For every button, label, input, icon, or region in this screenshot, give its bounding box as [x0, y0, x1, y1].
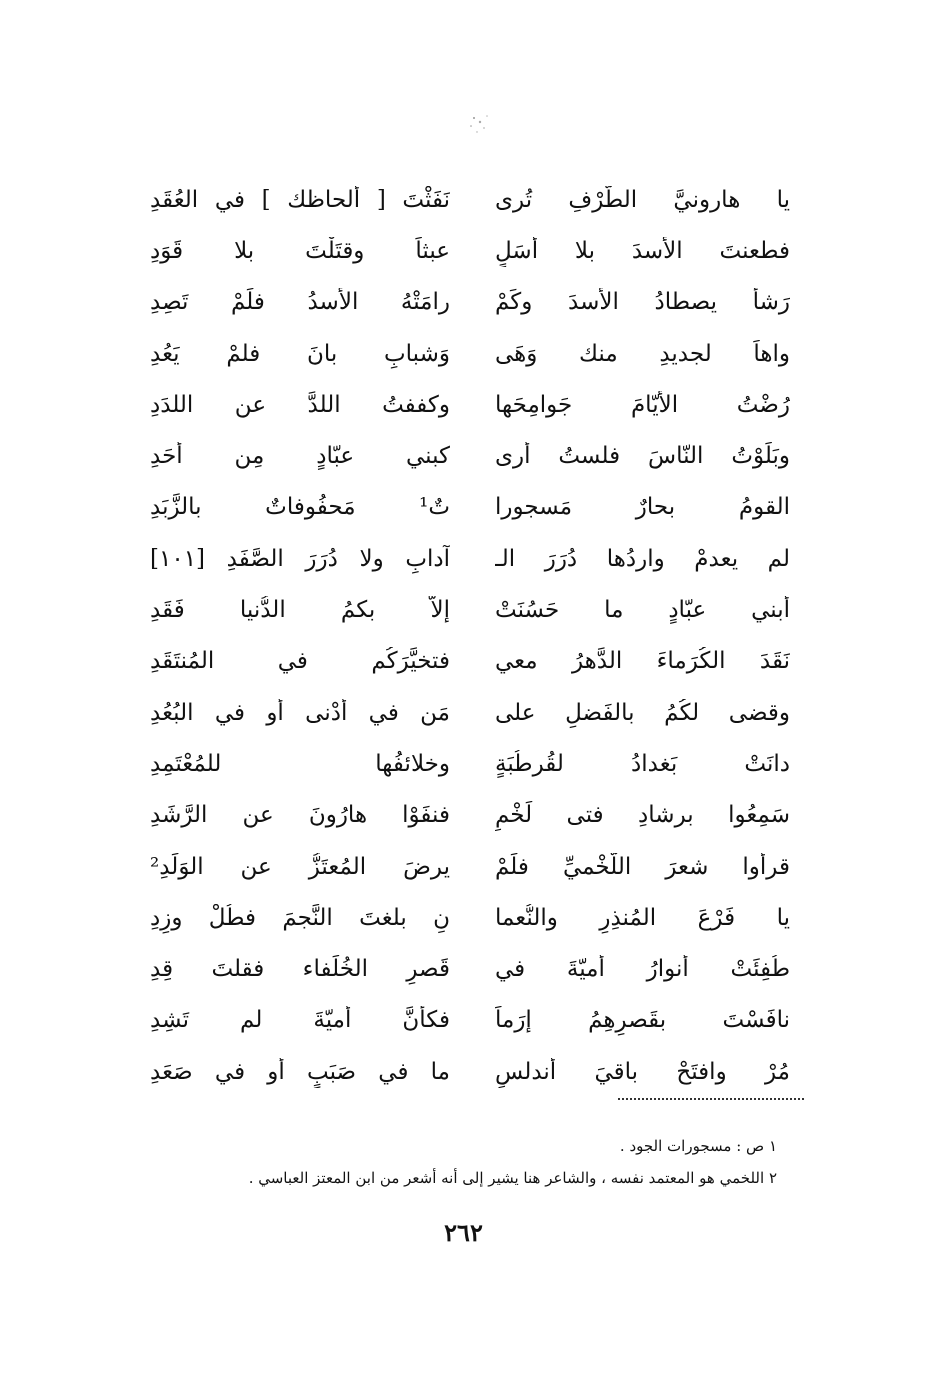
first-hemistich: وقضى لكُمُ بالفَضلِ على: [495, 699, 790, 726]
verse-line: [150, 380, 790, 431]
verse-line: [150, 534, 790, 585]
ink-smudge: [462, 108, 502, 138]
second-hemistich: نِ بلغتَ النَّجمَ فطُلْ وزِدِ: [150, 904, 450, 931]
second-hemistich: مَن في أدْنى أو في البُعُدِ: [150, 699, 450, 726]
footnote-1: ١ ص : مسجورات الجود .: [619, 1137, 777, 1155]
poem: [150, 175, 790, 1098]
verse-line: [150, 1047, 790, 1098]
first-hemistich: يا هارونيَّ الطَّرْفِ تُرى: [495, 186, 790, 213]
verse-line: [150, 226, 790, 277]
second-hemistich: قَصرِ الخُلَفاء فقلتَ قِدِ: [150, 956, 450, 983]
second-hemistich: كبني عبّادٍ مِن أحَدِ: [150, 443, 450, 470]
footnotes: [137, 1130, 777, 1194]
first-hemistich: رُضْتُ الأيّامَ جَوامِحَها: [495, 391, 790, 418]
verse-line: [150, 329, 790, 380]
first-hemistich: واهاً لجديدِ منك وَهَى: [495, 340, 790, 367]
verse-line: [150, 791, 790, 842]
second-hemistich: ما في صَبَبٍ أو في صَعَدِ: [150, 1058, 450, 1085]
first-hemistich: فطعنتَ الأسدَ بلا أسَلٍ: [495, 238, 790, 264]
first-hemistich: نافَسْتَ بقَصرِهِمُ إرَماً: [495, 1007, 790, 1034]
second-hemistich: رامَتْهُ الأسدُ فلَمْ تَصِدِ: [150, 289, 450, 316]
verse-line: [150, 431, 790, 482]
footnote-separator: [618, 1098, 804, 1100]
second-hemistich: يرضَ المُعتَزُّ عن الوَلَدِ²: [150, 853, 450, 880]
first-hemistich: وبَلَوْتُ النّاسَ فلستُ أرى: [495, 443, 790, 470]
second-hemistich: نَفَثْتَ [ ألحاظك ] في العُقَدِ: [150, 186, 450, 213]
second-hemistich: فتخيَّرَكُم في المُنتَقَدِ: [150, 648, 450, 675]
verse-line: [150, 483, 790, 534]
verse-line: [150, 944, 790, 995]
first-hemistich: أبني عبّادٍ ما حَسُنَتْ: [495, 597, 790, 624]
second-hemistich: وكففتُ اللدَّ عن اللدَدِ: [150, 391, 450, 418]
first-hemistich: دانَتْ بَغدادُ لقُرطُبَةٍ: [495, 750, 790, 777]
verse-line: [150, 996, 790, 1047]
verse-line: [150, 175, 790, 226]
second-hemistich: وخلائفُها للمُعْتَمِدِ: [150, 750, 450, 777]
first-hemistich: طُفِئَتْ أنوارُ أميّةَ في: [495, 956, 790, 983]
footnote-2: ٢ اللخمي هو المعتمد نفسه ، والشاعر هنا يشير إلى أنه أشعر من ابن المعتز العباسي .: [248, 1169, 777, 1187]
verse-line: [150, 893, 790, 944]
second-hemistich: فكأنَّ أميّةَ لم تَشِدِ: [150, 1007, 450, 1034]
second-hemistich: وَشبابِ بانَ فلمْ يَعُدِ: [150, 340, 450, 367]
first-hemistich: مُرْ وافتَحْ باقيَ أندلسٍ: [495, 1058, 790, 1085]
second-hemistich: إلاّ بكمُ الدُّنيا فَقَدِ: [150, 597, 450, 624]
first-hemistich: لم يعدمْ واردُها دُرَرَ الـ: [495, 545, 790, 572]
verse-line: [150, 688, 790, 739]
first-hemistich: قرأوا شعرَ اللَّخْميِّ فلَمْ: [495, 853, 790, 880]
verse-line: [150, 739, 790, 790]
second-hemistich: عبثاً وقتَلْتَ بلا قَوَدِ: [150, 238, 450, 264]
first-hemistich: يا فَرْعَ المُنذِرِ والنُّعما: [495, 904, 790, 931]
second-hemistich: فنفَوْا هارُونَ عن الرَّشَدِ: [150, 802, 450, 829]
verse-line: [150, 278, 790, 329]
first-hemistich: نَقَدَ الكُرَماءَ الدَّهرُ معي: [495, 648, 790, 675]
verse-line: [150, 842, 790, 893]
page-number: ٢٦٢: [444, 1218, 483, 1247]
first-hemistich: سَمِعُوا برشادِ فتى لَخْمٍ: [495, 802, 790, 829]
verse-line: [150, 637, 790, 688]
first-hemistich: رَشأٌ يصطادُ الأسدَ وكَمْ: [495, 289, 790, 316]
first-hemistich: القومُ بحارٌ مَسجورا: [495, 494, 790, 521]
second-hemistich: تٌ¹ مَحفُوفاتٌ بالزَّبَدِ: [150, 494, 450, 521]
verse-line: [150, 585, 790, 636]
second-hemistich: آدابِ ولا دُرَرَ الصَّفَدِ [١٠١]: [150, 545, 450, 572]
